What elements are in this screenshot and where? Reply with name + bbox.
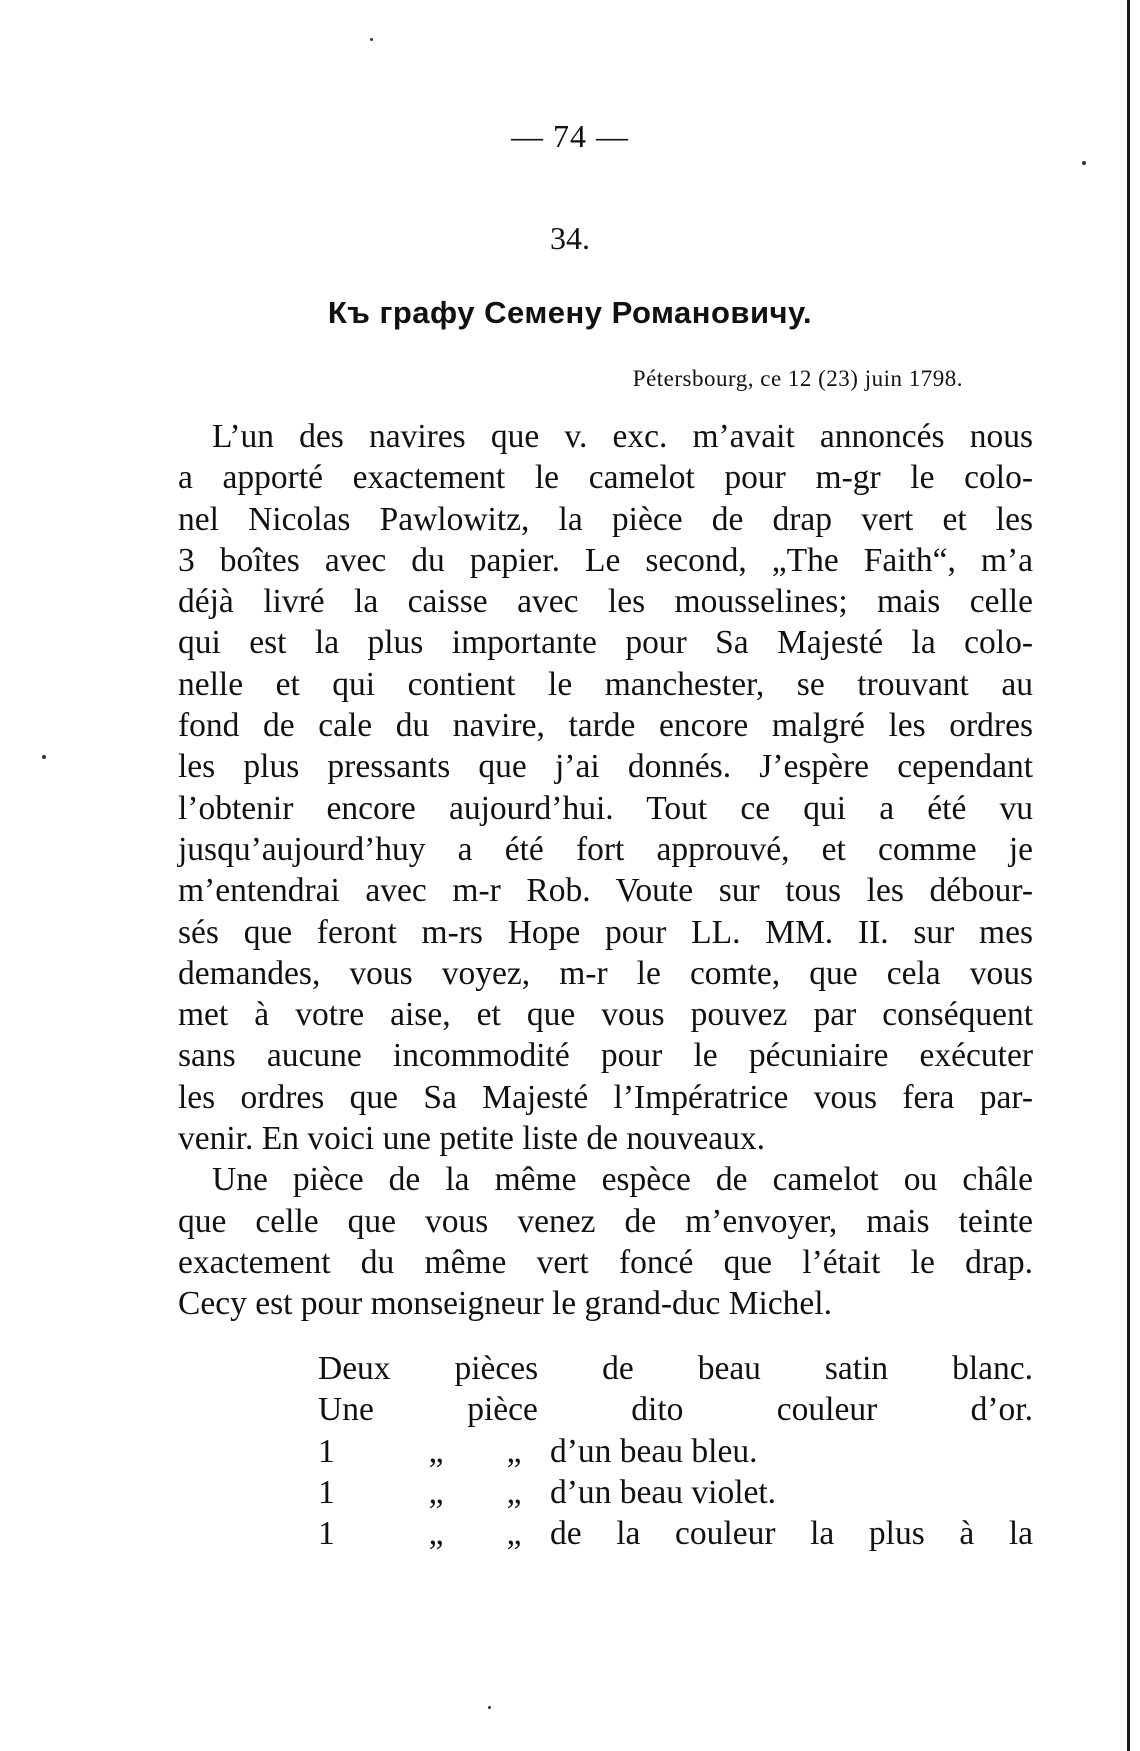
scan-speck	[370, 38, 373, 41]
text-line: fond de cale du navire, tarde encore malgré les ordres	[178, 707, 1033, 745]
text-line: l’obtenir encore aujourd’hui. Tout ce qui a été vu	[178, 789, 1033, 827]
text-line: qui est la plus importante pour Sa Majesté la colo-	[178, 624, 1033, 662]
item-description: de la couleur la plus à la	[550, 1515, 1033, 1553]
order-list	[318, 1348, 1033, 1554]
text-line: que celle que vous venez de m’envoyer, mais teinte	[178, 1202, 1033, 1240]
text-line: les plus pressants que j’ai donnés. J’espère cependant	[178, 748, 1033, 786]
ditto-mark: „	[428, 1432, 444, 1470]
text-line: Cecy est pour monseigneur le grand-duc Michel.	[178, 1285, 832, 1323]
page-number: — 74 —	[511, 118, 629, 154]
list-item: Une pièce dito couleur d’or.	[318, 1391, 1033, 1429]
text-line: m’entendrai avec m-r Rob. Voute sur tous les débour-	[178, 872, 1033, 910]
text-line: demandes, vous voyez, m-r le comte, que cela vous	[178, 954, 1033, 992]
text-line: jusqu’aujourd’huy a été fort approuvé, et comme je	[178, 830, 1033, 868]
item-description: d’un beau bleu.	[550, 1432, 758, 1470]
list-item: Deux pièces de beau satin blanc.	[318, 1350, 1033, 1387]
text-line: nel Nicolas Pawlowitz, la pièce de drap vert et les	[178, 500, 1033, 538]
text-line: sans aucune incommodité pour le pécuniaire exécuter	[178, 1037, 1033, 1075]
scan-speck	[42, 755, 46, 759]
ditto-mark: „	[506, 1515, 522, 1553]
text-line: met à votre aise, et que vous pouvez par conséquent	[178, 996, 1033, 1034]
list-item	[318, 1472, 1033, 1513]
item-quantity: 1	[318, 1515, 335, 1553]
text-line: nelle et qui contient le manchester, se trouvant au	[178, 665, 1033, 703]
item-description: d’un beau violet.	[550, 1473, 777, 1511]
text-line: a apporté exactement le camelot pour m-gr le colo-	[178, 459, 1033, 497]
text-line: Une pièce de la même espèce de camelot ou châle	[212, 1161, 1033, 1199]
letter-heading: Къ графу Семену Романовичу.	[327, 295, 813, 330]
text-line: sés que feront m-rs Hope pour LL. MM. II. sur mes	[178, 913, 1033, 951]
letter-number: 34.	[550, 220, 590, 256]
item-quantity: 1	[318, 1432, 335, 1470]
ditto-mark: „	[428, 1515, 444, 1553]
item-quantity: 1	[318, 1473, 335, 1511]
scan-speck	[1082, 161, 1086, 165]
page-edge-line	[1127, 0, 1130, 1751]
scan-speck	[488, 1706, 491, 1709]
text-line: exactement du même vert foncé que l’était le drap.	[178, 1243, 1033, 1281]
ditto-mark: „	[428, 1473, 444, 1511]
ditto-mark: „	[506, 1432, 522, 1470]
ditto-mark: „	[506, 1473, 522, 1511]
text-line: les ordres que Sa Majesté l’Impératrice vous fera par-	[178, 1078, 1033, 1116]
text-line: déjà livré la caisse avec les mousselines; mais celle	[178, 583, 1033, 621]
list-item	[318, 1431, 1033, 1472]
letter-body	[178, 416, 1033, 1325]
text-line: venir. En voici une petite liste de nouveaux.	[178, 1120, 766, 1158]
text-line: 3 boîtes avec du papier. Le second, „The Faith“, m’a	[178, 541, 1033, 579]
dateline: Pétersbourg, ce 12 (23) juin 1798.	[632, 366, 963, 391]
list-item	[318, 1513, 1033, 1554]
text-line: L’un des navires que v. exc. m’avait annoncés nous	[212, 418, 1033, 455]
